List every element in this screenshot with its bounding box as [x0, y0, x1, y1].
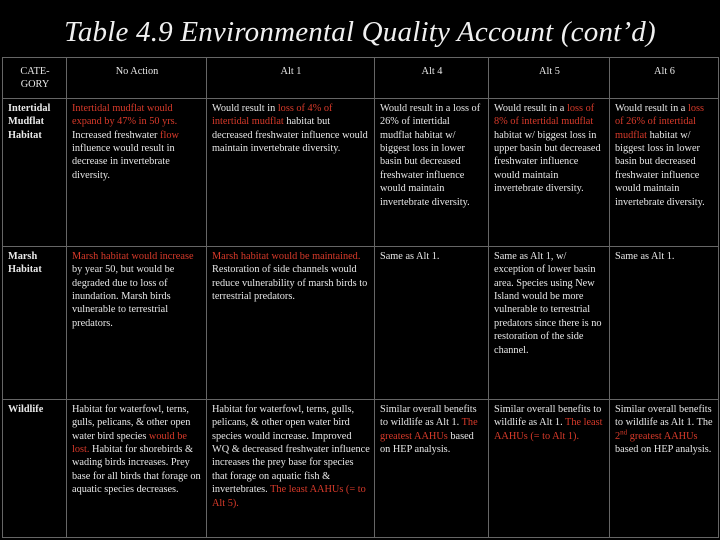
cell-no-action: Marsh habitat would increase by year 50, but would be degraded due to loss of inundation. Marsh birds vulnerable to terrestrial predators. — [67, 246, 207, 399]
slide-title: Table 4.9 Environmental Quality Account (cont’d) — [64, 16, 656, 48]
cell-alt-5: Same as Alt 1, w/ exception of lower basin area. Species using New Island would be more vulnerable to terrestrial predators since there is no restoration of the side channel. — [489, 246, 610, 399]
header-alt-1: Alt 1 — [207, 58, 375, 99]
cell-no-action: Intertidal mudflat would expand by 47% in 50 yrs. Increased freshwater flow influence would result in decrease in invertebrate diversity. — [67, 98, 207, 246]
cell-alt-6: Would result in a loss of 26% of intertidal mudflat habitat w/ biggest loss in lower basin but decreased freshwater influence would maintain invertebrate diversity. — [610, 98, 719, 246]
cell-alt-4: Same as Alt 1. — [375, 246, 489, 399]
header-category: CATE-GORY — [3, 58, 67, 99]
cell-alt-6: Similar overall benefits to wildlife as Alt 1. The 2nd greatest AAHUs based on HEP analysis. — [610, 399, 719, 537]
table-row — [3, 399, 719, 537]
header-alt-4: Alt 4 — [375, 58, 489, 99]
cell-no-action: Habitat for waterfowl, terns, gulls, pelicans, & other open water bird species would be lost. Habitat for shorebirds & wading birds increases. Prey base for all birds that forage on aquatic species decreases. — [67, 399, 207, 537]
table-row — [3, 246, 719, 399]
cell-alt-4: Similar overall benefits to wildlife as Alt 1. The greatest AAHUs based on HEP analysis. — [375, 399, 489, 537]
header-no-action: No Action — [67, 58, 207, 99]
environmental-quality-table — [2, 57, 719, 538]
header-alt-5: Alt 5 — [489, 58, 610, 99]
cell-alt-1: Habitat for waterfowl, terns, gulls, pelicans, & other open water bird species would increase. Improved WQ & decreased freshwater influence increases the prey base for species that forage on aquatic fish & invertebrates. The least AAHUs (= to Alt 5). — [207, 399, 375, 537]
cell-alt-5: Would result in a loss of 8% of intertidal mudflat habitat w/ biggest loss in upper basin but decreased freshwater influence would maintain invertebrate diversity. — [489, 98, 610, 246]
table-row — [3, 98, 719, 246]
cell-alt-4: Would result in a loss of 26% of intertidal mudflat habitat w/ biggest loss in lower basin but decreased freshwater influence would maintain invertebrate diversity. — [375, 98, 489, 246]
row-category: Marsh Habitat — [3, 246, 67, 399]
cell-alt-1: Would result in loss of 4% of intertidal mudflat habitat but decreased freshwater influence would maintain invertebrate diversity. — [207, 98, 375, 246]
cell-alt-1: Marsh habitat would be maintained. Restoration of side channels would reduce vulnerability of marsh birds to terrestrial predators. — [207, 246, 375, 399]
row-category: Intertidal Mudflat Habitat — [3, 98, 67, 246]
cell-alt-5: Similar overall benefits to wildlife as Alt 1. The least AAHUs (= to Alt 1). — [489, 399, 610, 537]
row-category: Wildlife — [3, 399, 67, 537]
cell-alt-6: Same as Alt 1. — [610, 246, 719, 399]
header-alt-6: Alt 6 — [610, 58, 719, 99]
header-row — [3, 58, 719, 99]
